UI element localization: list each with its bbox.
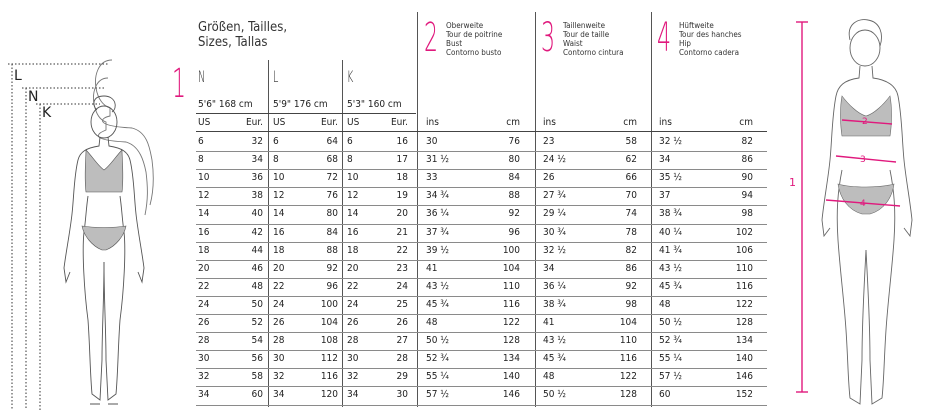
unit-eur-n: Eur. xyxy=(245,117,263,128)
cell-bust-a: 41 xyxy=(426,262,438,274)
cell-k-a: 24 xyxy=(347,298,359,310)
cell-l-a: 28 xyxy=(273,335,285,347)
cell-k-a: 10 xyxy=(347,172,359,184)
cell-k-a: 32 xyxy=(347,371,359,383)
cell-l-a: 14 xyxy=(273,208,285,220)
cell-l-a: 32 xyxy=(273,371,285,383)
cell-bust-b: 110 xyxy=(502,280,520,292)
cell-l-b: 76 xyxy=(326,190,338,202)
cell-l-b: 68 xyxy=(326,154,338,166)
cell-bust-a: 36 ¼ xyxy=(426,208,450,220)
variant-header-l: L xyxy=(273,67,279,86)
cell-k-b: 25 xyxy=(396,298,408,310)
rule-units xyxy=(196,131,767,132)
cell-bust-b: 92 xyxy=(508,208,520,220)
cell-hip-a: 55 ¼ xyxy=(659,353,683,365)
size-number-1: 1 xyxy=(172,61,186,107)
cell-k-a: 34 xyxy=(347,389,359,401)
divider-bust-waist xyxy=(535,12,536,407)
cell-waist-a: 48 xyxy=(543,371,555,383)
cell-l-b: 64 xyxy=(326,136,338,147)
cell-k-b: 24 xyxy=(396,280,408,292)
cell-n-a: 20 xyxy=(198,262,210,274)
cell-k-b: 21 xyxy=(396,226,408,238)
cell-l-a: 22 xyxy=(273,280,285,292)
divider-k-bust xyxy=(417,12,418,407)
cell-n-a: 24 xyxy=(198,298,210,310)
cell-n-a: 22 xyxy=(198,280,210,292)
cell-bust-b: 140 xyxy=(502,371,520,383)
cell-k-b: 16 xyxy=(396,136,408,147)
cell-bust-a: 57 ½ xyxy=(426,389,450,401)
cell-n-a: 34 xyxy=(198,389,210,401)
row-rule xyxy=(196,314,767,315)
cell-bust-a: 37 ¾ xyxy=(426,226,450,238)
cell-bust-b: 128 xyxy=(502,335,520,347)
cell-n-b: 52 xyxy=(251,317,263,328)
title-line-1: Größen, Tailles, xyxy=(198,20,288,35)
row-rule xyxy=(196,332,767,333)
cell-hip-b: 134 xyxy=(735,335,753,347)
cell-bust-a: 48 xyxy=(426,317,438,328)
cell-waist-a: 29 ¼ xyxy=(543,208,567,220)
cell-bust-b: 96 xyxy=(508,226,520,238)
cell-k-b: 30 xyxy=(396,389,408,401)
row-rule xyxy=(196,151,767,152)
cell-waist-b: 70 xyxy=(625,190,637,202)
cell-l-a: 18 xyxy=(273,244,285,256)
cell-bust-a: 33 xyxy=(426,172,438,184)
unit-eur-k: Eur. xyxy=(390,117,408,128)
cell-waist-a: 30 ¾ xyxy=(543,226,567,238)
cell-hip-b: 86 xyxy=(741,154,753,166)
cell-waist-a: 41 xyxy=(543,317,555,328)
row-rule xyxy=(196,296,767,297)
cell-hip-b: 152 xyxy=(735,389,753,401)
row-rule xyxy=(196,386,767,387)
cell-waist-b: 122 xyxy=(619,371,637,383)
right-label-2: 2 xyxy=(862,117,868,127)
measure-number-2: 2 xyxy=(424,15,438,61)
cell-bust-a: 31 ½ xyxy=(426,154,450,166)
cell-n-a: 8 xyxy=(198,154,204,166)
cell-k-a: 18 xyxy=(347,244,359,256)
unit-us-n: US xyxy=(198,117,211,128)
cell-waist-b: 66 xyxy=(625,172,637,184)
cell-k-b: 27 xyxy=(396,335,408,347)
unit-ins-waist: ins xyxy=(543,117,556,128)
variant-height-n: 5'6" 168 cm xyxy=(198,99,253,110)
cell-k-b: 19 xyxy=(396,190,408,202)
cell-l-b: 88 xyxy=(326,244,338,256)
cell-n-a: 12 xyxy=(198,190,210,202)
cell-l-b: 96 xyxy=(326,280,338,292)
cell-bust-a: 34 ¾ xyxy=(426,190,450,202)
cell-hip-b: 90 xyxy=(741,172,753,184)
cell-hip-b: 128 xyxy=(735,317,753,328)
cell-l-b: 108 xyxy=(320,335,338,347)
variant-height-k: 5'3" 160 cm xyxy=(347,99,402,110)
cell-bust-a: 30 xyxy=(426,136,438,147)
cell-waist-a: 43 ½ xyxy=(543,335,567,347)
measure-label-waist: Taillenweite Tour de taille Waist Contorno cintura xyxy=(563,21,624,57)
cell-waist-a: 38 ¾ xyxy=(543,298,567,310)
right-figure-illustration xyxy=(780,0,936,415)
cell-hip-a: 50 ½ xyxy=(659,317,683,328)
measure-number-4: 4 xyxy=(657,15,671,61)
cell-waist-a: 32 ½ xyxy=(543,244,567,256)
cell-bust-b: 122 xyxy=(502,317,520,328)
cell-hip-b: 102 xyxy=(735,226,753,238)
cell-bust-b: 88 xyxy=(508,190,520,202)
unit-cm-hip: cm xyxy=(739,117,753,128)
cell-k-b: 22 xyxy=(396,244,408,256)
cell-bust-b: 76 xyxy=(508,136,520,147)
measure-label-bust: Oberweite Tour de poitrine Bust Contorno busto xyxy=(446,21,503,57)
cell-waist-b: 78 xyxy=(625,226,637,238)
cell-k-a: 12 xyxy=(347,190,359,202)
cell-k-b: 20 xyxy=(396,208,408,220)
cell-n-a: 28 xyxy=(198,335,210,347)
cell-k-a: 14 xyxy=(347,208,359,220)
cell-n-b: 50 xyxy=(251,298,263,310)
row-rule xyxy=(196,187,767,188)
cell-n-b: 32 xyxy=(251,136,263,147)
row-rule xyxy=(196,405,767,406)
cell-hip-b: 116 xyxy=(735,280,753,292)
cell-n-b: 60 xyxy=(251,389,263,401)
cell-n-a: 18 xyxy=(198,244,210,256)
unit-cm-waist: cm xyxy=(623,117,637,128)
cell-hip-a: 35 ½ xyxy=(659,172,683,184)
cell-l-a: 30 xyxy=(273,353,285,365)
cell-k-b: 29 xyxy=(396,371,408,383)
cell-l-b: 72 xyxy=(326,172,338,184)
cell-l-b: 116 xyxy=(320,371,338,383)
unit-eur-l: Eur. xyxy=(320,117,338,128)
cell-n-b: 48 xyxy=(251,280,263,292)
cell-l-a: 34 xyxy=(273,389,285,401)
cell-bust-a: 45 ¾ xyxy=(426,298,450,310)
cell-bust-a: 39 ½ xyxy=(426,244,450,256)
cell-hip-b: 146 xyxy=(735,371,753,383)
rule-height xyxy=(196,113,416,114)
row-rule xyxy=(196,169,767,170)
cell-hip-a: 52 ¾ xyxy=(659,335,683,347)
cell-n-a: 32 xyxy=(198,371,210,383)
row-rule xyxy=(196,224,767,225)
cell-n-b: 42 xyxy=(251,226,263,238)
cell-hip-b: 106 xyxy=(735,244,753,256)
cell-k-a: 6 xyxy=(347,136,353,147)
cell-k-a: 20 xyxy=(347,262,359,274)
cell-n-b: 38 xyxy=(251,190,263,202)
cell-hip-b: 110 xyxy=(735,262,753,274)
cell-l-a: 26 xyxy=(273,317,285,328)
cell-bust-b: 80 xyxy=(508,154,520,166)
cell-waist-b: 82 xyxy=(625,244,637,256)
cell-waist-b: 92 xyxy=(625,280,637,292)
cell-waist-b: 86 xyxy=(625,262,637,274)
cell-k-a: 16 xyxy=(347,226,359,238)
cell-k-b: 28 xyxy=(396,353,408,365)
left-label-n: N xyxy=(28,89,39,105)
variant-height-l: 5'9" 176 cm xyxy=(273,99,328,110)
cell-n-a: 10 xyxy=(198,172,210,184)
divider-waist-hip xyxy=(651,12,652,407)
cell-n-b: 58 xyxy=(251,371,263,383)
row-rule xyxy=(196,205,767,206)
cell-n-a: 14 xyxy=(198,208,210,220)
cell-waist-b: 74 xyxy=(625,208,637,220)
variant-header-n: N xyxy=(198,67,206,86)
cell-hip-a: 60 xyxy=(659,389,671,401)
cell-waist-b: 62 xyxy=(625,154,637,166)
cell-n-b: 36 xyxy=(251,172,263,184)
cell-bust-a: 43 ½ xyxy=(426,280,450,292)
cell-waist-a: 23 xyxy=(543,136,555,147)
cell-l-a: 16 xyxy=(273,226,285,238)
cell-hip-b: 140 xyxy=(735,353,753,365)
cell-bust-b: 116 xyxy=(502,298,520,310)
cell-l-a: 24 xyxy=(273,298,285,310)
cell-k-a: 30 xyxy=(347,353,359,365)
cell-waist-a: 34 xyxy=(543,262,555,274)
cell-l-b: 92 xyxy=(326,262,338,274)
cell-waist-a: 27 ¾ xyxy=(543,190,567,202)
cell-waist-b: 98 xyxy=(625,298,637,310)
cell-k-a: 28 xyxy=(347,335,359,347)
cell-waist-a: 45 ¾ xyxy=(543,353,567,365)
cell-hip-a: 38 ¾ xyxy=(659,208,683,220)
cell-waist-b: 116 xyxy=(619,353,637,365)
cell-n-a: 26 xyxy=(198,317,210,328)
cell-l-b: 84 xyxy=(326,226,338,238)
row-rule xyxy=(196,242,767,243)
measure-label-hip: Hüftweite Tour des hanches Hip Contorno cadera xyxy=(679,21,742,57)
cell-waist-b: 110 xyxy=(619,335,637,347)
measure-number-3: 3 xyxy=(541,15,555,61)
cell-n-b: 40 xyxy=(251,208,263,220)
cell-l-a: 20 xyxy=(273,262,285,274)
cell-hip-b: 98 xyxy=(741,208,753,220)
row-rule xyxy=(196,278,767,279)
row-rule xyxy=(196,350,767,351)
cell-waist-a: 36 ¼ xyxy=(543,280,567,292)
cell-k-b: 17 xyxy=(396,154,408,166)
cell-k-a: 8 xyxy=(347,154,353,166)
cell-hip-a: 32 ½ xyxy=(659,136,683,147)
right-label-1: 1 xyxy=(789,176,796,189)
cell-l-b: 80 xyxy=(326,208,338,220)
cell-n-a: 30 xyxy=(198,353,210,365)
cell-bust-a: 52 ¾ xyxy=(426,353,450,365)
cell-bust-b: 104 xyxy=(502,262,520,274)
cell-bust-a: 55 ¼ xyxy=(426,371,450,383)
cell-waist-b: 128 xyxy=(619,389,637,401)
cell-waist-b: 104 xyxy=(619,317,637,328)
unit-us-l: US xyxy=(273,117,286,128)
left-label-l: L xyxy=(14,68,22,84)
cell-n-a: 6 xyxy=(198,136,204,147)
cell-n-b: 56 xyxy=(251,353,263,365)
cell-l-b: 112 xyxy=(320,353,338,365)
cell-bust-b: 84 xyxy=(508,172,520,184)
cell-l-a: 8 xyxy=(273,154,279,166)
cell-hip-b: 82 xyxy=(741,136,753,147)
cell-n-b: 46 xyxy=(251,262,263,274)
cell-k-a: 22 xyxy=(347,280,359,292)
cell-hip-b: 122 xyxy=(735,298,753,310)
cell-bust-b: 146 xyxy=(502,389,520,401)
cell-hip-a: 43 ½ xyxy=(659,262,683,274)
cell-l-a: 10 xyxy=(273,172,285,184)
variant-header-k: K xyxy=(347,67,354,86)
cell-hip-a: 37 xyxy=(659,190,671,202)
left-figure-illustration xyxy=(0,0,190,415)
cell-waist-a: 24 ½ xyxy=(543,154,567,166)
cell-bust-b: 134 xyxy=(502,353,520,365)
row-rule xyxy=(196,260,767,261)
cell-l-b: 100 xyxy=(320,298,338,310)
cell-waist-a: 50 ½ xyxy=(543,389,567,401)
cell-waist-b: 58 xyxy=(625,136,637,147)
unit-ins-hip: ins xyxy=(659,117,672,128)
cell-k-a: 26 xyxy=(347,317,359,328)
cell-k-b: 26 xyxy=(396,317,408,328)
row-rule xyxy=(196,368,767,369)
cell-l-b: 120 xyxy=(320,389,338,401)
cell-hip-a: 48 xyxy=(659,298,671,310)
cell-hip-a: 45 ¾ xyxy=(659,280,683,292)
chart-title xyxy=(198,20,348,50)
right-label-3: 3 xyxy=(860,155,866,165)
cell-hip-a: 41 ¾ xyxy=(659,244,683,256)
cell-bust-a: 50 ½ xyxy=(426,335,450,347)
unit-cm-bust: cm xyxy=(506,117,520,128)
unit-ins-bust: ins xyxy=(426,117,439,128)
cell-k-b: 23 xyxy=(396,262,408,274)
left-label-k: K xyxy=(42,105,52,121)
cell-n-b: 34 xyxy=(251,154,263,166)
cell-k-b: 18 xyxy=(396,172,408,184)
cell-n-b: 54 xyxy=(251,335,263,347)
cell-bust-b: 100 xyxy=(502,244,520,256)
cell-l-b: 104 xyxy=(320,317,338,328)
title-line-2: Sizes, Tallas xyxy=(198,35,268,50)
cell-hip-b: 94 xyxy=(741,190,753,202)
cell-hip-a: 57 ½ xyxy=(659,371,683,383)
cell-hip-a: 34 xyxy=(659,154,671,166)
unit-us-k: US xyxy=(347,117,360,128)
cell-l-a: 12 xyxy=(273,190,285,202)
cell-n-b: 44 xyxy=(251,244,263,256)
cell-n-a: 16 xyxy=(198,226,210,238)
cell-waist-a: 26 xyxy=(543,172,555,184)
cell-l-a: 6 xyxy=(273,136,279,147)
cell-hip-a: 40 ¼ xyxy=(659,226,683,238)
right-label-4: 4 xyxy=(860,199,866,209)
